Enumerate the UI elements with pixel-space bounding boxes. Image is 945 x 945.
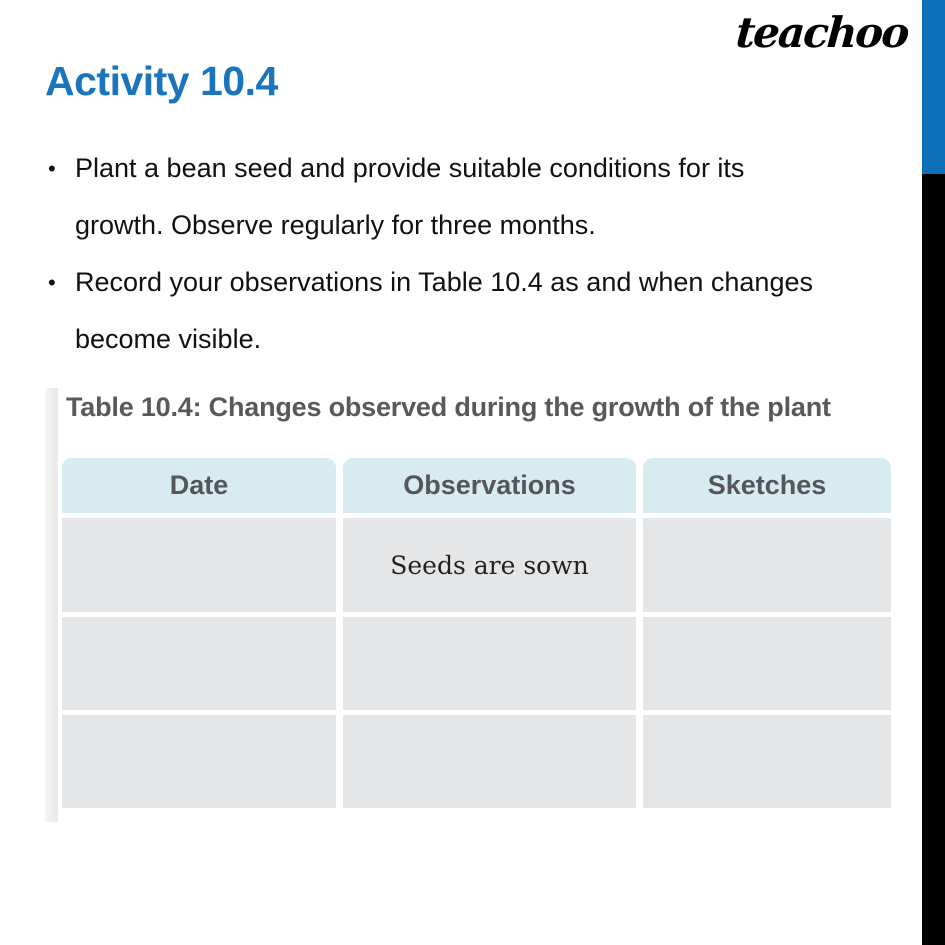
list-item [48,140,898,254]
bullet-list [48,140,898,368]
bullet-marker: • [48,156,56,181]
table-cell [62,617,336,710]
right-edge-black-bar [922,174,945,945]
bullet-text-line: Plant a bean seed and provide suitable conditions for its [75,153,745,183]
table-cell [643,617,891,710]
table-cell [343,715,636,808]
table-caption: Table 10.4: Changes observed during the growth of the plant [66,392,831,422]
table-cell [62,518,336,612]
bullet-text-line: growth. Observe regularly for three months. [75,210,596,240]
table-cell [643,518,891,612]
column-header-observations: Observations [343,458,636,513]
table-cell [643,715,891,808]
table-cell: Seeds are sown [343,518,636,612]
bullet-text-line: Record your observations in Table 10.4 as and when changes [75,267,813,297]
scanned-page-edge [45,388,58,822]
teachoo-logo: teachoo [733,8,909,57]
right-edge-blue-bar [922,0,945,174]
page-title: Activity 10.4 [45,58,278,104]
list-item [48,254,898,368]
bullet-marker: • [48,270,56,295]
column-header-sketches: Sketches [643,458,891,513]
table-cell [343,617,636,710]
table-cell [62,715,336,808]
column-header-date: Date [62,458,336,513]
bullet-text-line: become visible. [75,324,262,354]
observations-table [62,458,891,808]
